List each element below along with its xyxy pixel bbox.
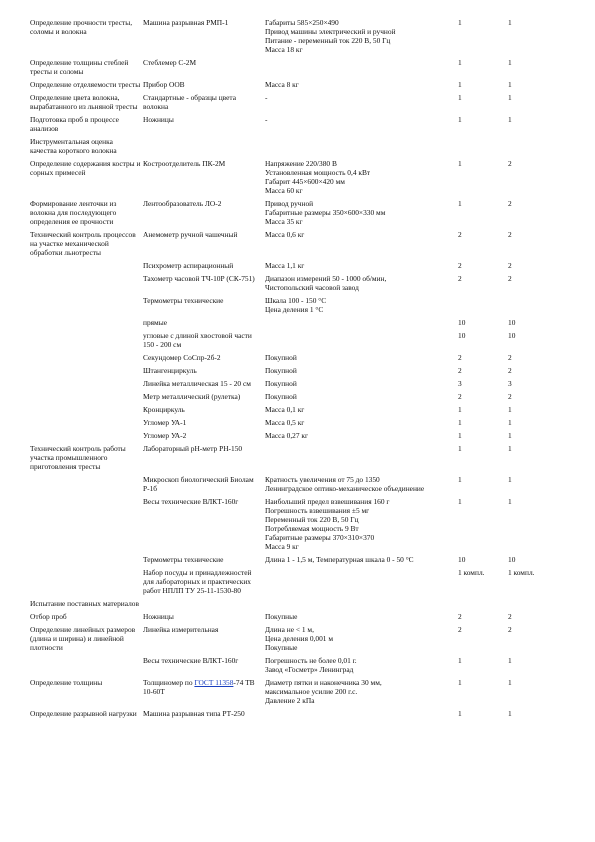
operation-cell [30, 318, 143, 331]
spec-line: Погрешность взвешивания ±5 мг [265, 506, 370, 515]
table-row [30, 296, 558, 318]
operation-cell: Определение толщины стеблей тресты и соломы [30, 58, 129, 76]
spec-cell [265, 568, 458, 599]
device-cell: Стандартные - образцы цвета волокна [143, 93, 237, 111]
spec-line: Габаритные размеры 370×310×370 [265, 533, 375, 542]
spec-line: максимальное усилие 200 г.с. [265, 687, 358, 696]
table-row [30, 599, 558, 612]
spec-cell [265, 230, 458, 261]
operation-cell [30, 274, 143, 296]
device-cell: Угломер УА-2 [143, 431, 187, 440]
quantity-cell: 3 [458, 379, 462, 388]
device-cell: Костроотделитель ПК-2М [143, 159, 226, 168]
spec-line: Масса 60 кг [265, 186, 303, 195]
quantity-cell [458, 296, 508, 318]
device-cell: Микроскоп биологический Биолам Р-1б [143, 475, 254, 493]
quantity-cell: 10 [458, 318, 466, 327]
device-text: -74 ТВ 10-60Т [143, 678, 255, 696]
spec-line: Длина 1 - 1,5 м, Температурная шкала 0 - 50 °С [265, 555, 414, 564]
spec-line: Потребляемая мощность 9 Вт [265, 524, 359, 533]
quantity-cell: 1 [458, 497, 462, 506]
quantity-cell: 1 [508, 431, 512, 440]
spec-line: Чистопольский часовой завод [265, 283, 359, 292]
operation-cell [30, 568, 143, 599]
quantity-cell: 2 [508, 230, 512, 239]
table-row [30, 444, 558, 475]
device-cell: Весы технические ВЛКТ-160г [143, 497, 239, 506]
spec-line: Покупной [265, 379, 297, 388]
operation-cell: Определение разрывной нагрузки [30, 709, 137, 718]
table-row [30, 137, 558, 159]
table-row [30, 353, 558, 366]
quantity-cell: 2 [508, 159, 512, 168]
spec-line: Шкала 100 - 150 °С [265, 296, 327, 305]
device-cell: Линейка измерительная [143, 625, 219, 634]
operation-cell: Технический контроль процессов на участке механической обработки льнотресты [30, 230, 136, 257]
device-cell: Секундомер СоСпр-2б-2 [143, 353, 221, 362]
operation-cell: Определение линейных размеров (длина и ширина) и линейной плотности [30, 625, 136, 652]
operation-cell [30, 392, 143, 405]
spec-line: Ленинградское оптико-механическое объединение [265, 484, 425, 493]
quantity-cell: 1 [458, 93, 462, 102]
spec-line: Диаметр пятки и наконечника 30 мм, [265, 678, 382, 687]
operation-cell: Определение цвета волокна, вырабатанного из льняной тресты [30, 93, 138, 111]
spec-line: Напряжение 220/380 В [265, 159, 337, 168]
device-cell: Метр металлический (рулетка) [143, 392, 241, 401]
quantity-cell: 10 [508, 318, 516, 327]
spec-line: Установленная мощность 0,4 кВт [265, 168, 371, 177]
spec-cell [265, 159, 458, 199]
quantity-cell: 1 [508, 405, 512, 414]
quantity-cell: 1 [508, 444, 512, 453]
spec-cell [265, 678, 458, 709]
quantity-cell [508, 296, 558, 318]
spec-cell [265, 709, 458, 722]
quantity-cell: 2 [508, 366, 512, 375]
spec-cell [265, 392, 458, 405]
device-cell: Машина разрывная РМП-1 [143, 18, 229, 27]
quantity-cell: 1 [458, 405, 462, 414]
quantity-cell: 1 [508, 58, 512, 67]
spec-line: Покупные [265, 612, 298, 621]
spec-line: Габариты 585×250×490 [265, 18, 339, 27]
operation-cell [30, 366, 143, 379]
device-cell: Лентообразователь ЛО-2 [143, 199, 222, 208]
spec-line: Габаритные размеры 350×600×330 мм [265, 208, 386, 217]
device-cell: Машина разрывная типа РТ-250 [143, 709, 245, 718]
spec-line: Покупной [265, 353, 297, 362]
quantity-cell: 2 [458, 625, 462, 634]
table-row [30, 392, 558, 405]
table-row [30, 93, 558, 115]
quantity-cell: 10 [458, 331, 466, 340]
table-row [30, 405, 558, 418]
spec-cell [265, 379, 458, 392]
equipment-table [30, 18, 558, 722]
spec-cell [265, 612, 458, 625]
quantity-cell: 1 [508, 678, 512, 687]
gost-link[interactable]: ГОСТ 11358 [194, 678, 234, 687]
spec-line: Масса 8 кг [265, 80, 299, 89]
spec-line: Покупные [265, 643, 298, 652]
operation-cell: Формирование ленточки из волокна для последующего определения ее прочности [30, 199, 117, 226]
spec-cell [265, 431, 458, 444]
operation-cell: Определение толщины [30, 678, 103, 687]
quantity-cell: 1 [458, 678, 462, 687]
operation-cell: Подготовка проб в процессе анализов [30, 115, 119, 133]
spec-line: Завод «Госметр» Ленинград [265, 665, 354, 674]
quantity-cell: 3 [508, 379, 512, 388]
device-cell: Весы технические ВЛКТ-160г [143, 656, 239, 665]
spec-cell [265, 497, 458, 555]
operation-cell [30, 405, 143, 418]
spec-line: Масса 35 кг [265, 217, 303, 226]
device-cell: Лабораторный рН-метр РН-150 [143, 444, 243, 453]
quantity-cell [458, 599, 508, 612]
spec-line: Масса 0,5 кг [265, 418, 305, 427]
spec-line: Кратность увеличения от 75 до 1350 [265, 475, 380, 484]
quantity-cell: 1 [458, 444, 462, 453]
quantity-cell: 1 [508, 93, 512, 102]
quantity-cell: 1 [458, 418, 462, 427]
spec-cell [265, 331, 458, 353]
table-row [30, 318, 558, 331]
spec-line: Погрешность не более 0,01 г. [265, 656, 357, 665]
spec-line: Масса 0,27 кг [265, 431, 309, 440]
spec-cell [265, 444, 458, 475]
table-row [30, 555, 558, 568]
quantity-cell: 1 [458, 656, 462, 665]
spec-line: Давление 2 кПа [265, 696, 315, 705]
table-row [30, 331, 558, 353]
device-cell: угловые с длиной хвостовой части 150 - 200 см [143, 331, 252, 349]
operation-cell [30, 497, 143, 555]
device-text: Толщиномер по [143, 678, 195, 687]
quantity-cell [458, 137, 508, 159]
operation-cell [30, 555, 143, 568]
table-row [30, 475, 558, 497]
device-cell: Кронциркуль [143, 405, 185, 414]
device-cell: Прибор ООВ [143, 80, 185, 89]
device-cell [143, 599, 265, 612]
quantity-cell: 1 [458, 709, 462, 718]
spec-line: Масса 18 кг [265, 45, 303, 54]
spec-line: Цена деления 1 °С [265, 305, 324, 314]
operation-cell [30, 331, 143, 353]
device-cell: прямые [143, 318, 167, 327]
device-cell: Ножницы [143, 115, 174, 124]
quantity-cell: 1 [508, 115, 512, 124]
operation-cell [30, 431, 143, 444]
quantity-cell: 1 [508, 80, 512, 89]
quantity-cell: 1 [508, 418, 512, 427]
device-cell: Угломер УА-1 [143, 418, 187, 427]
operation-cell [30, 656, 143, 678]
quantity-cell: 2 [458, 612, 462, 621]
table-row [30, 678, 558, 709]
operation-cell [30, 379, 143, 392]
operation-cell: Определение содержания костры и сорных примесей [30, 159, 141, 177]
table-row [30, 18, 558, 58]
operation-cell: Испытание поставных материалов [30, 599, 139, 608]
quantity-cell: 1 [458, 431, 462, 440]
device-cell: Анемометр ручной чашечный [143, 230, 238, 239]
spec-cell [265, 353, 458, 366]
spec-line: Длина не < 1 м, [265, 625, 314, 634]
device-cell: Набор посуды и принадлежностей для лабораторных и практических работ НПЛП ТУ 25-11-1530-80 [143, 568, 252, 595]
spec-line: Переменный ток 220 В, 50 Гц [265, 515, 359, 524]
spec-cell [265, 137, 458, 159]
quantity-cell: 2 [508, 625, 512, 634]
device-cell [143, 137, 265, 159]
spec-cell [265, 80, 458, 93]
quantity-cell: 1 [458, 115, 462, 124]
spec-cell [265, 555, 458, 568]
spec-cell [265, 274, 458, 296]
operation-cell: Определение отделяемости тресты [30, 80, 141, 89]
operation-cell: Технический контроль работы участка промышленного приготовления тресты [30, 444, 126, 471]
table-row [30, 159, 558, 199]
spec-line: - [265, 93, 268, 102]
quantity-cell: 10 [508, 555, 516, 564]
spec-cell [265, 418, 458, 431]
table-row [30, 379, 558, 392]
quantity-cell: 1 [508, 475, 512, 484]
quantity-cell: 2 [458, 261, 462, 270]
quantity-cell: 10 [458, 555, 466, 564]
table-row [30, 366, 558, 379]
device-cell: Ножницы [143, 612, 174, 621]
spec-line: - [265, 115, 268, 124]
quantity-cell: 2 [508, 612, 512, 621]
operation-cell [30, 296, 143, 318]
quantity-cell: 2 [458, 392, 462, 401]
table-row [30, 115, 558, 137]
quantity-cell: 1 [458, 199, 462, 208]
spec-cell [265, 296, 458, 318]
spec-line: Масса 0,1 кг [265, 405, 305, 414]
table-row [30, 230, 558, 261]
device-cell [143, 678, 265, 709]
quantity-cell: 2 [508, 274, 512, 283]
device-cell: Штангенциркуль [143, 366, 197, 375]
spec-cell [265, 115, 458, 137]
quantity-cell: 2 [508, 392, 512, 401]
table-row [30, 431, 558, 444]
spec-cell [265, 199, 458, 230]
table-row [30, 80, 558, 93]
spec-line: Масса 1,1 кг [265, 261, 305, 270]
operation-cell: Инструментальная оценка качества короткого волокна [30, 137, 117, 155]
quantity-cell: 2 [458, 353, 462, 362]
spec-line: Покупной [265, 366, 297, 375]
operation-cell [30, 353, 143, 366]
quantity-cell: 2 [458, 230, 462, 239]
quantity-cell: 1 [458, 159, 462, 168]
table-row [30, 709, 558, 722]
spec-line: Питание - переменный ток 220 В, 50 Гц [265, 36, 391, 45]
spec-cell [265, 318, 458, 331]
operation-cell: Определение прочности тресты, соломы и волокна [30, 18, 133, 36]
device-cell: Термометры технические [143, 296, 224, 305]
quantity-cell: 2 [458, 274, 462, 283]
spec-line: Цена деления 0,001 м [265, 634, 334, 643]
table-row [30, 612, 558, 625]
table-row [30, 274, 558, 296]
spec-cell [265, 405, 458, 418]
table-row [30, 625, 558, 656]
operation-cell [30, 475, 143, 497]
table-row [30, 261, 558, 274]
device-cell: Психрометр аспирационный [143, 261, 234, 270]
quantity-cell: 1 [458, 80, 462, 89]
table-row [30, 58, 558, 80]
spec-cell [265, 475, 458, 497]
spec-line: Диапазон измерений 50 - 1000 об/мин, [265, 274, 387, 283]
spec-line: Наибольший предел взвешивания 160 г [265, 497, 390, 506]
table-row [30, 568, 558, 599]
table-row [30, 418, 558, 431]
table-row [30, 199, 558, 230]
spec-line: Привод ручной [265, 199, 314, 208]
table-row [30, 497, 558, 555]
spec-line: Масса 0,6 кг [265, 230, 305, 239]
spec-cell [265, 366, 458, 379]
quantity-cell: 2 [508, 199, 512, 208]
spec-cell [265, 58, 458, 80]
quantity-cell: 1 [508, 497, 512, 506]
quantity-cell [508, 137, 558, 159]
operation-cell: Отбор проб [30, 612, 67, 621]
quantity-cell: 1 компл. [508, 568, 535, 577]
spec-cell [265, 599, 458, 612]
quantity-cell [508, 599, 558, 612]
operation-cell [30, 418, 143, 431]
device-cell: Термометры технические [143, 555, 224, 564]
spec-cell [265, 656, 458, 678]
quantity-cell: 1 [508, 18, 512, 27]
quantity-cell: 1 [458, 475, 462, 484]
quantity-cell: 2 [458, 366, 462, 375]
quantity-cell: 1 [508, 709, 512, 718]
device-cell: Стеблемер С-2М [143, 58, 197, 67]
quantity-cell: 1 компл. [458, 568, 485, 577]
quantity-cell: 10 [508, 331, 516, 340]
table-row [30, 656, 558, 678]
spec-line: Габарит 445×600×420 мм [265, 177, 345, 186]
quantity-cell: 1 [458, 58, 462, 67]
quantity-cell: 1 [508, 656, 512, 665]
spec-cell [265, 261, 458, 274]
operation-cell [30, 261, 143, 274]
spec-cell [265, 625, 458, 656]
spec-cell [265, 93, 458, 115]
quantity-cell: 1 [458, 18, 462, 27]
device-cell: Тахометр часовой ТЧ-10Р (СК-751) [143, 274, 255, 283]
quantity-cell: 2 [508, 261, 512, 270]
device-cell: Линейка металлическая 15 - 20 см [143, 379, 251, 388]
spec-cell [265, 18, 458, 58]
spec-line: Масса 9 кг [265, 542, 299, 551]
spec-line: Покупной [265, 392, 297, 401]
spec-line: Привод машины электрический и ручной [265, 27, 396, 36]
quantity-cell: 2 [508, 353, 512, 362]
